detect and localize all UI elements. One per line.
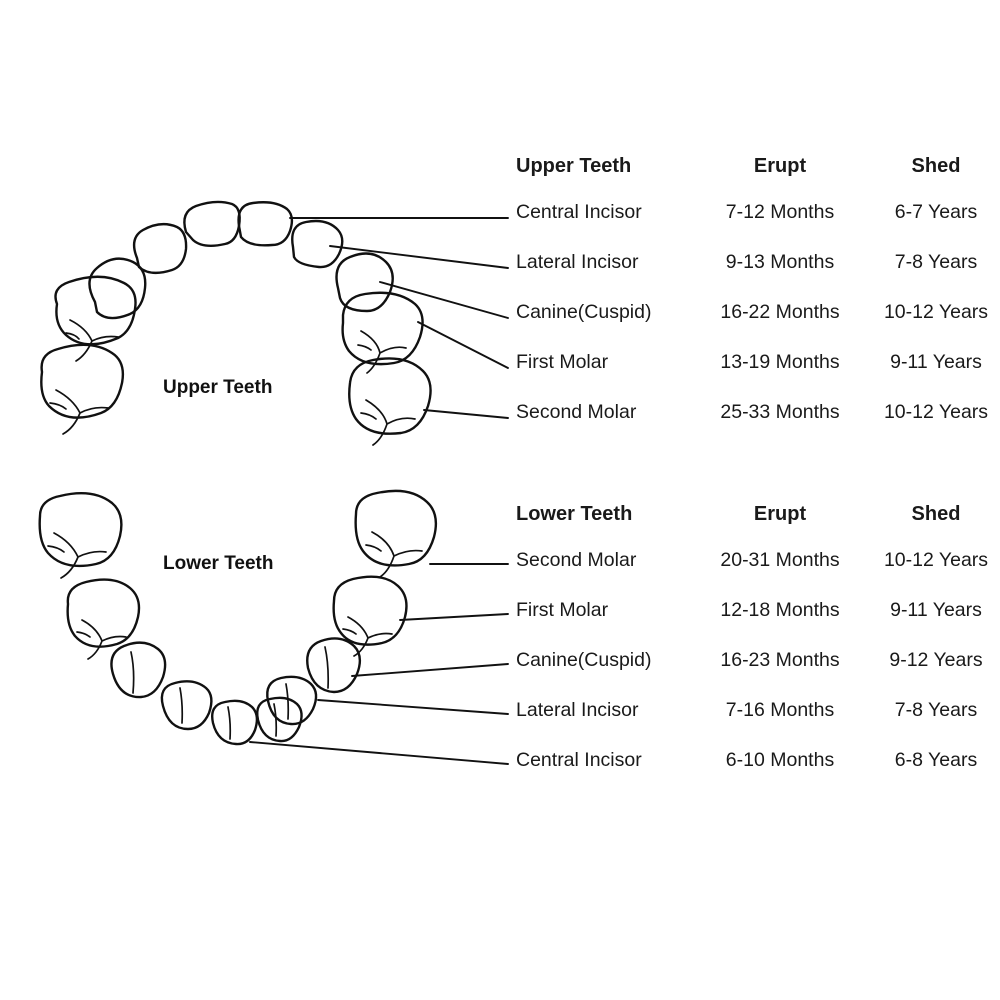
shed-value: 9-12 Years — [889, 649, 983, 671]
table-row — [516, 251, 1000, 301]
tooth-name: Canine(Cuspid) — [516, 649, 652, 671]
table-row — [516, 201, 1000, 251]
table-row — [516, 649, 1000, 699]
shed-value: 10-12 Years — [883, 401, 989, 423]
tooth-name: First Molar — [516, 351, 609, 373]
column-header-erupt: Erupt — [753, 503, 807, 525]
shed-value: 9-11 Years — [890, 599, 982, 621]
table-row — [516, 401, 1000, 451]
shed-value: 7-8 Years — [894, 699, 978, 721]
table-row — [516, 301, 1000, 351]
table-row — [516, 699, 1000, 749]
table-row — [516, 549, 1000, 599]
lower-leader-lines — [250, 564, 508, 764]
erupt-value: 16-23 Months — [720, 649, 840, 671]
erupt-value: 7-12 Months — [725, 201, 835, 223]
upper-arch-label: Upper Teeth — [163, 377, 273, 398]
lower-arch-label: Lower Teeth — [163, 553, 274, 574]
erupt-value: 16-22 Months — [720, 301, 840, 323]
erupt-value: 7-16 Months — [725, 699, 835, 721]
shed-value: 10-12 Years — [883, 301, 989, 323]
table-row — [516, 749, 1000, 799]
shed-value: 6-7 Years — [894, 201, 978, 223]
column-header-shed: Shed — [911, 503, 961, 525]
lower-arch-teeth — [40, 491, 436, 744]
tooth-name: Lateral Incisor — [516, 251, 639, 273]
erupt-value: 20-31 Months — [720, 549, 840, 571]
shed-value: 7-8 Years — [894, 251, 978, 273]
column-header-tooth: Lower Teeth — [516, 503, 633, 525]
tooth-name: Lateral Incisor — [516, 699, 639, 721]
tooth-name: Central Incisor — [516, 201, 642, 223]
erupt-value: 12-18 Months — [720, 599, 840, 621]
tooth-name: First Molar — [516, 599, 609, 621]
lower-teeth-table — [516, 503, 1000, 799]
erupt-value: 25-33 Months — [720, 401, 840, 423]
tooth-name: Second Molar — [516, 401, 637, 423]
column-header-erupt: Erupt — [753, 155, 807, 177]
table-header-row — [516, 155, 1000, 201]
shed-value: 6-8 Years — [894, 749, 978, 771]
upper-teeth-table — [516, 155, 1000, 451]
erupt-value: 13-19 Months — [720, 351, 840, 373]
tooth-name: Second Molar — [516, 549, 637, 571]
tooth-name: Central Incisor — [516, 749, 642, 771]
table-header-row — [516, 503, 1000, 549]
table-row — [516, 599, 1000, 649]
erupt-value: 6-10 Months — [725, 749, 835, 771]
upper-arch-teeth — [41, 202, 430, 445]
shed-value: 9-11 Years — [890, 351, 982, 373]
table-row — [516, 351, 1000, 401]
upper-leader-lines — [290, 218, 508, 418]
tooth-name: Canine(Cuspid) — [516, 301, 652, 323]
column-header-shed: Shed — [911, 155, 961, 177]
erupt-value: 9-13 Months — [725, 251, 835, 273]
column-header-tooth: Upper Teeth — [516, 155, 632, 177]
shed-value: 10-12 Years — [883, 549, 989, 571]
